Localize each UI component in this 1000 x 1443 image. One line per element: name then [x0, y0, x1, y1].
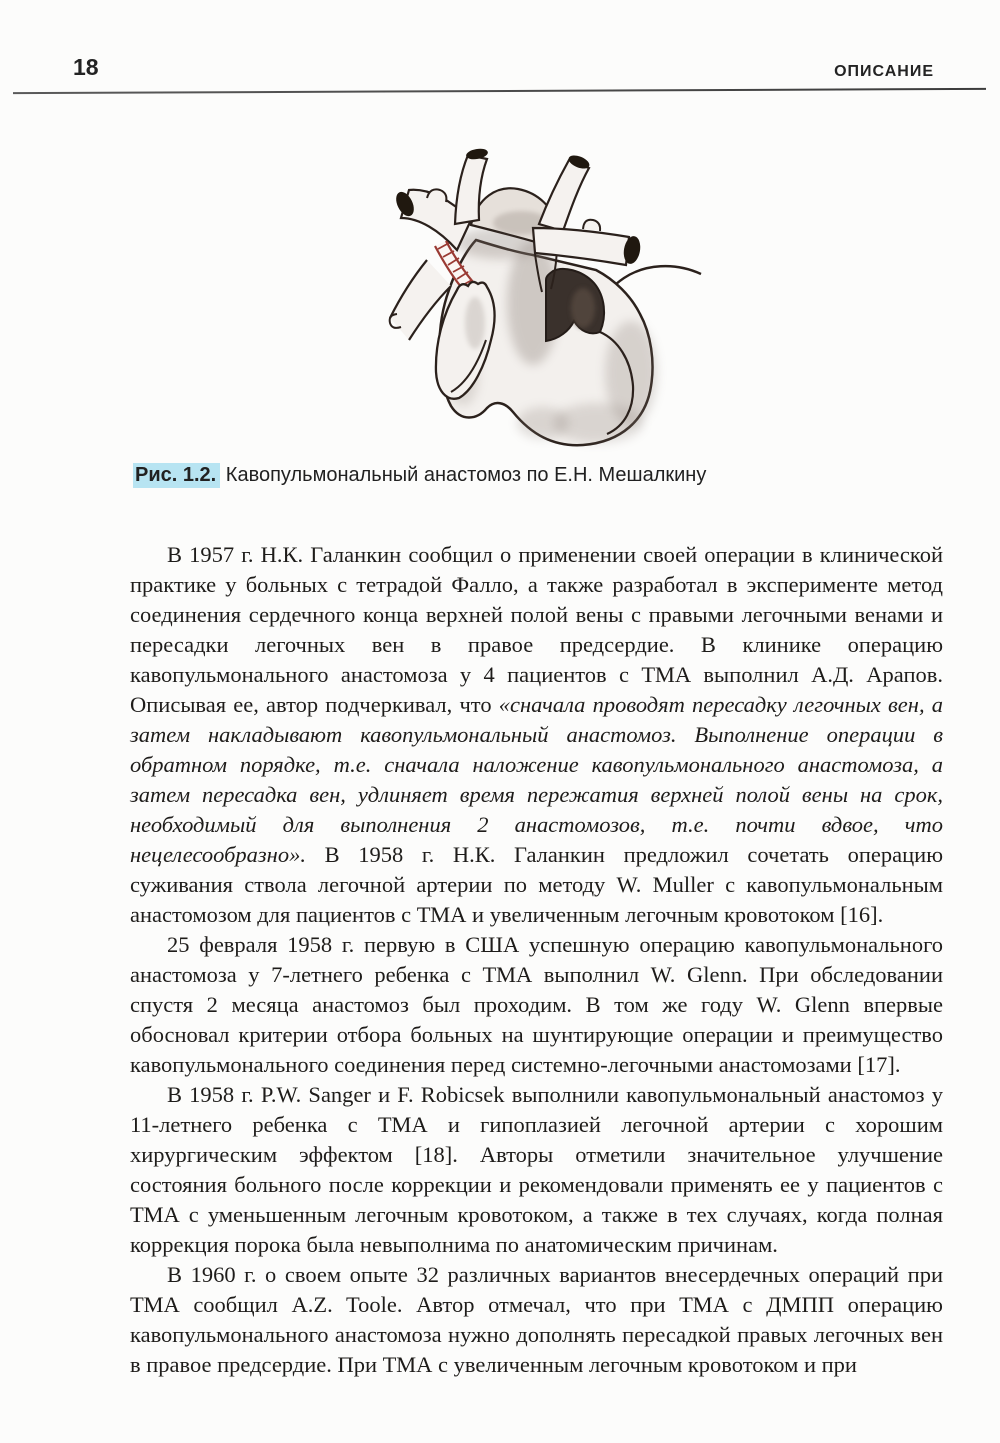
body-text	[130, 540, 943, 1380]
page-number: 18	[73, 54, 99, 80]
paragraph-1-before-quote: В 1957 г. Н.К. Галанкин сообщил о применении своей операции в клинической практике у больных с тетрадой Фалло, а также разработал в эксперименте метод соединения сердечного конца верхней полой вены с правыми легочными венами и пересадки легочных вен в правое предсердие. В клинике операцию кавопульмонального анастомоза у 4 пациентов с ТМА выполнил А.Д. Арапов. Описывая ее, автор подчеркивал, что	[130, 542, 943, 717]
figure-illustration	[383, 128, 703, 463]
paragraph-1	[130, 540, 943, 930]
figure-caption	[133, 464, 873, 487]
paragraph-3: В 1958 г. P.W. Sanger и F. Robicsek выполнили кавопульмональный анастомоз у 11-летнего ребенка с ТМА и гипоплазией легочной артерии с хорошим хирургическим эффектом [18]. Авторы отметили значительное улучшение состояния больного после коррекции и рекомендовали применять ее у пациентов с ТМА с уменьшенным легочным кровотоком, а также в тех случаях, когда полная коррекция порока была невыполнима по анатомическим причинам.	[130, 1082, 943, 1257]
paragraph-1-quote: «сначала проводят пересадку легочных вен, а затем накладывают кавопульмональный анастомоз. Выполнение операции в обратном порядке, т.е. сначала наложение кавопульмонального анастомоза, а затем пересадка вен, удлиняет время пережатия верхней полой вены на срок, необходимый для выполнения 2 анастомозов, т.е. почти вдвое, что нецелесообразно».	[130, 692, 943, 867]
figure-label: Рис. 1.2.	[133, 463, 220, 488]
paragraph-2: 25 февраля 1958 г. первую в США успешную операцию кавопульмонального анастомоза у 7-летнего ребенка с ТМА выполнил W. Glenn. При обследовании спустя 2 месяца анастомоз был проходим. В том же году W. Glenn впервые обосновал критерии отбора больных на шунтирующие операции и преимущество кавопульмонального соединения перед системно-легочными анастомозами [17].	[130, 932, 943, 1077]
paragraph-4: В 1960 г. о своем опыте 32 различных вариантов внесердечных операций при ТМА сообщил A.Z. Toole. Автор отмечал, что при ТМА с ДМПП операцию кавопульмонального анастомоза нужно дополнять пересадкой правых легочных вен в правое предсердие. При ТМА с увеличенным легочным кровотоком и при	[130, 1262, 943, 1377]
heart-anastomosis-icon	[383, 128, 703, 463]
figure-caption-text: Кавопульмональный анастомоз по Е.Н. Мешалкину	[220, 464, 707, 486]
header-rule	[13, 88, 986, 94]
paragraph-1-after-quote: В 1958 г. Н.К. Галанкин предложил сочетать операцию суживания ствола легочной артерии по методу W. Muller с кавопульмональным анастомозом для пациентов с ТМА и увеличенным легочным кровотоком [16].	[130, 842, 943, 927]
running-head: ОПИСАНИЕ	[834, 63, 934, 80]
